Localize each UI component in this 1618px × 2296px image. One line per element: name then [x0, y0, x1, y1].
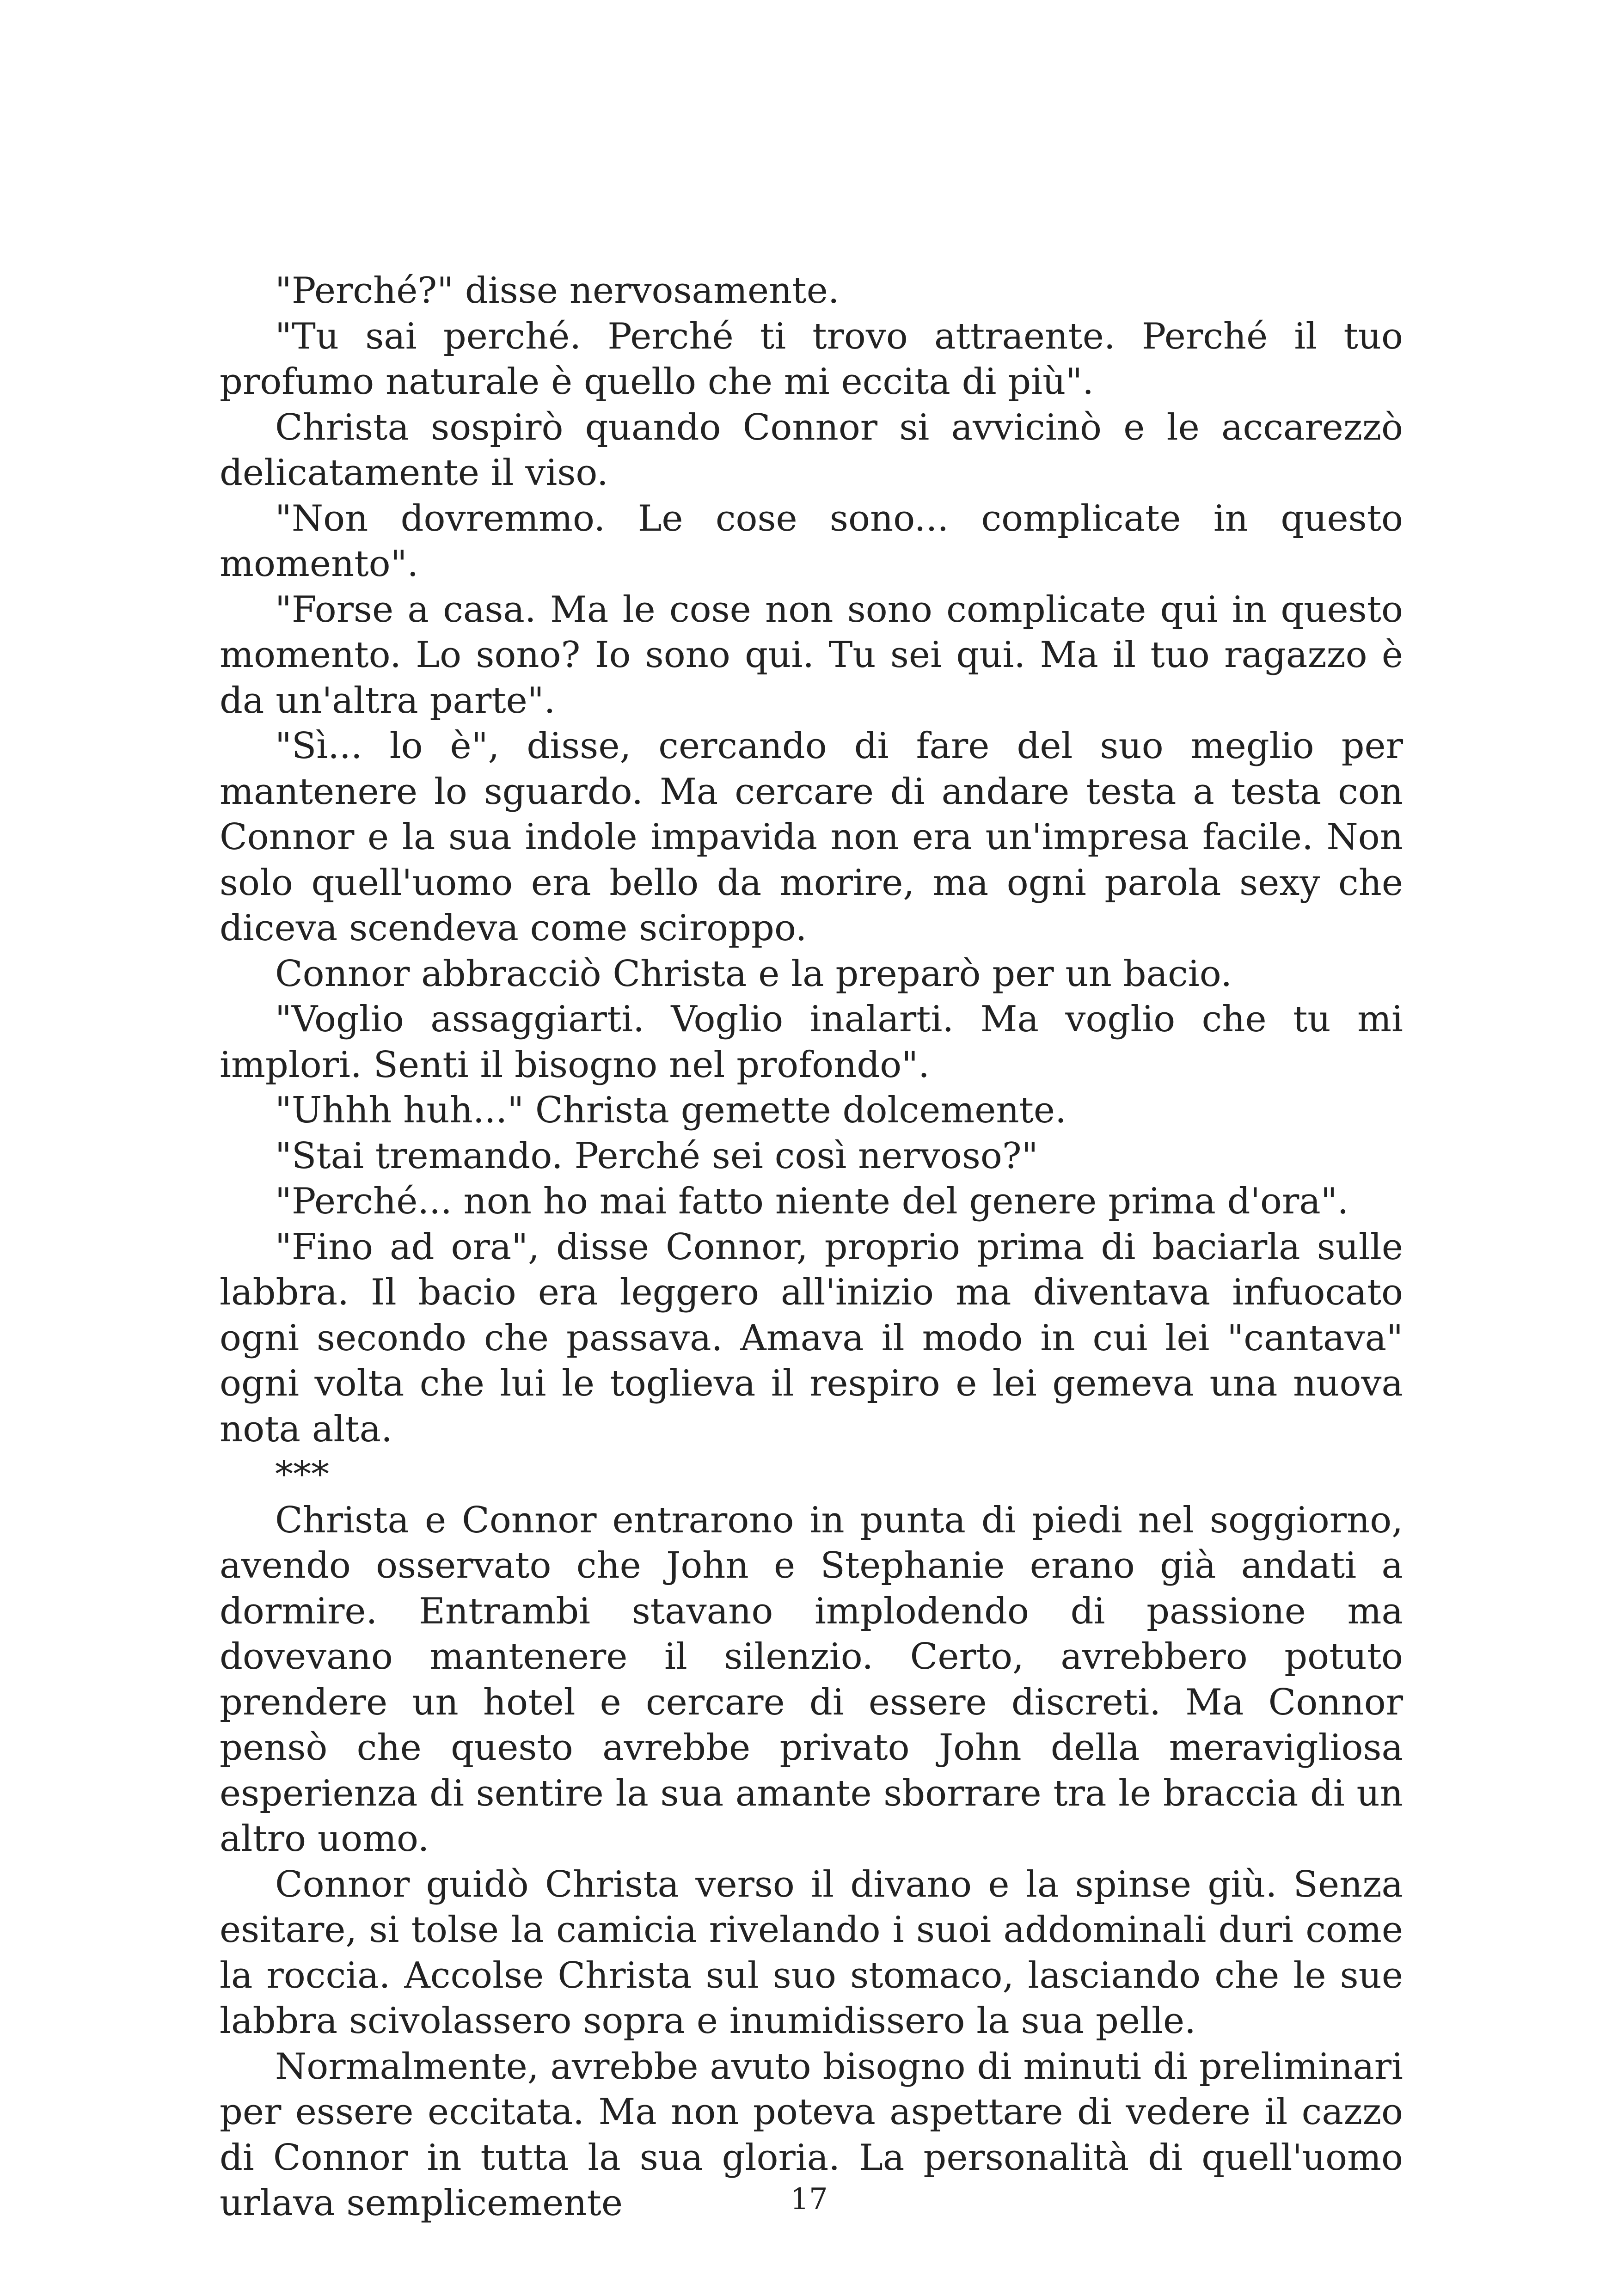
paragraph: Christa e Connor entrarono in punta di piedi nel soggiorno, avendo osservato che John e Stephanie erano già andati a dormire. Entrambi stavano implodendo di passione ma dovevano mantenere il silenzio. Certo, avrebbero potuto prendere un hotel e cercare di essere discreti. Ma Connor pensò che questo avrebbe privato John della meravigliosa esperienza di sentire la sua amante sborrare tra le braccia di un altro uomo.: [220, 1499, 1403, 1860]
page-number: 17: [790, 2182, 828, 2216]
paragraph: "Tu sai perché. Perché ti trovo attraente. Perché il tuo profumo naturale è quello che mi eccita di più".: [220, 315, 1403, 403]
paragraph: "Stai tremando. Perché sei così nervoso?": [275, 1135, 1038, 1177]
paragraph: "Uhhh huh..." Christa gemette dolcemente.: [275, 1090, 1066, 1131]
paragraph: Connor guidò Christa verso il divano e la spinse giù. Senza esitare, si tolse la camicia rivelando i suoi addominali duri come la roccia. Accolse Christa sul suo stomaco, lasciando che le sue labbra scivolassero sopra e inumidissero la sua pelle.: [220, 1863, 1403, 2042]
paragraph: "Sì... lo è", disse, cercando di fare del suo meglio per mantenere lo sguardo. Ma cercare di andare testa a testa con Connor e la sua indole impavida non era un'impresa facile. Non solo quell'uomo era bello da morire, ma ogni parola sexy che diceva scendeva come sciroppo.: [220, 725, 1403, 949]
paragraph: "Non dovremmo. Le cose sono... complicate in questo momento".: [220, 497, 1403, 585]
paragraph: Connor abbracciò Christa e la preparò per un bacio.: [275, 953, 1232, 995]
paragraph: "Perché?" disse nervosamente.: [275, 270, 840, 312]
paragraph: "Forse a casa. Ma le cose non sono complicate qui in questo momento. Lo sono? Io sono qui. Tu sei qui. Ma il tuo ragazzo è da un'altra parte".: [220, 588, 1403, 722]
paragraph: "Perché... non ho mai fatto niente del genere prima d'ora".: [275, 1181, 1349, 1222]
paragraph: Christa sospirò quando Connor si avvicinò e le accarezzò delicatamente il viso.: [220, 406, 1403, 494]
paragraph: "Voglio assaggiarti. Voglio inalarti. Ma voglio che tu mi implori. Senti il bisogno nel profondo".: [220, 998, 1403, 1086]
paragraph: Normalmente, avrebbe avuto bisogno di minuti di preliminari per essere eccitata. Ma non poteva aspettare di vedere il cazzo di Connor in tutta la sua gloria. La personalità di quell'uomo urlava semplicemente: [220, 2045, 1403, 2224]
paragraph: "Fino ad ora", disse Connor, proprio prima di baciarla sulle labbra. Il bacio era leggero all'inizio ma diventava infuocato ogni secondo che passava. Amava il modo in cui lei "cantava" ogni volta che lui le toglieva il respiro e lei gemeva una nuova nota alta.: [220, 1226, 1403, 1450]
scene-break: ***: [275, 1454, 329, 1495]
body-text: [220, 268, 1403, 2226]
